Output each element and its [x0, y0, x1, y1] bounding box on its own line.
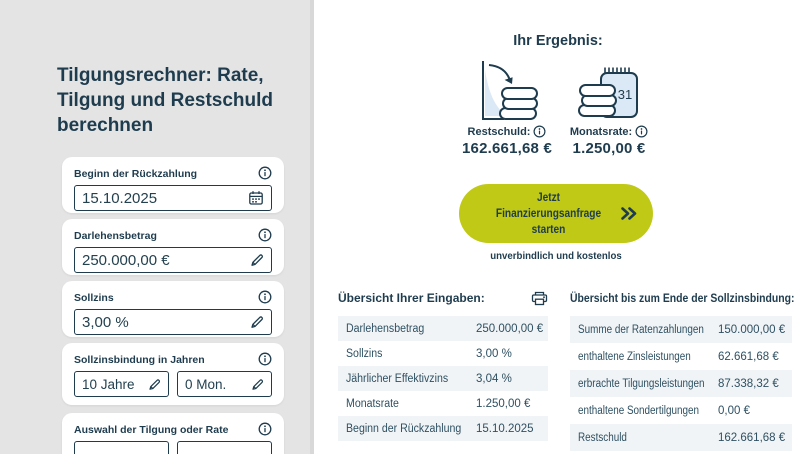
table-row: Summe der Ratenzahlungen 150.000,00 €: [570, 316, 792, 343]
field-card-darlehensbetrag: [62, 219, 284, 275]
monatsrate-label-row: [552, 125, 666, 138]
info-icon[interactable]: [258, 290, 272, 304]
finanzierungsanfrage-button[interactable]: [459, 184, 653, 243]
table-row: Restschuld 162.661,68 €: [570, 424, 792, 451]
info-icon[interactable]: [258, 422, 272, 436]
coins-decline-icon: [448, 56, 566, 122]
months-value: 0 Mon.: [185, 376, 227, 392]
table-row: Beginn der Rückzahlung 15.10.2025: [338, 416, 548, 441]
table-row: Darlehensbetrag 250.000,00 €: [338, 316, 548, 341]
results-heading: Ihr Ergebnis:: [513, 33, 603, 49]
pencil-icon: [250, 315, 264, 329]
field-label: Darlehensbetrag: [74, 230, 157, 242]
double-chevron-right-icon: [620, 206, 637, 221]
info-icon[interactable]: [533, 125, 546, 138]
field-card-sollzinsbindung: [62, 343, 284, 405]
field-card-rueckzahlung: [62, 157, 284, 213]
field-card-sollzins: [62, 281, 284, 337]
interest-input[interactable]: [74, 309, 272, 335]
pencil-icon: [148, 378, 161, 391]
panel-scrollbar[interactable]: [310, 0, 314, 454]
pencil-icon: [251, 378, 264, 391]
table-sollzinsbindung-title: Übersicht bis zum Ende der Sollzinsbindung:: [570, 291, 795, 305]
print-icon[interactable]: [531, 291, 548, 306]
restschuld-value: 162.661,68 €: [462, 140, 552, 157]
info-icon[interactable]: [258, 166, 272, 180]
amount-input[interactable]: [74, 247, 272, 273]
cta-note: unverbindlich und kostenlos: [490, 250, 622, 262]
tilgung-input[interactable]: [74, 441, 169, 454]
table-row: Monatsrate 1.250,00 €: [346, 397, 531, 410]
calendar-icon[interactable]: [248, 190, 264, 206]
result-restschuld: [448, 56, 566, 157]
date-value: 15.10.2025: [82, 189, 158, 207]
field-label: Beginn der Rückzahlung: [74, 168, 198, 180]
pencil-icon: [250, 253, 264, 267]
restschuld-label-row: [448, 125, 566, 138]
field-label: Sollzinsbindung in Jahren: [74, 354, 205, 366]
rate-input[interactable]: [177, 441, 272, 454]
page-title: Tilgungsrechner: Rate, Tilgung und Restschuld berechnen: [57, 64, 274, 136]
years-input[interactable]: [74, 371, 169, 397]
table-eingaben: [338, 289, 548, 441]
field-label: Sollzins: [74, 292, 114, 304]
amount-value: 250.000,00 €: [82, 251, 170, 269]
result-monatsrate: [552, 56, 666, 157]
table-row: enthaltene Zinsleistungen 62.661,68 €: [578, 350, 779, 363]
monatsrate-value: 1.250,00 €: [572, 140, 646, 157]
table-eingaben-title: Übersicht Ihrer Eingaben:: [338, 291, 485, 305]
field-card-tilgung-rate: [62, 413, 284, 454]
cta-line1: Jetzt Finanzierungsanfrage: [495, 191, 602, 220]
svg-text:31: 31: [617, 87, 633, 102]
table-row: Sollzins 3,00 %: [346, 347, 512, 360]
table-row: erbrachte Tilgungsleistungen 87.338,32 €: [570, 370, 792, 397]
months-input[interactable]: [177, 371, 272, 397]
date-input[interactable]: [74, 185, 272, 211]
info-icon[interactable]: [258, 352, 272, 366]
table-row: enthaltene Sondertilgungen 0,00 €: [578, 404, 750, 417]
cta-label: [486, 190, 612, 238]
years-value: 10 Jahre: [82, 376, 135, 392]
coins-calendar-icon: [552, 56, 666, 122]
table-row: Jährlicher Effektivzins 3,04 %: [338, 366, 548, 391]
interest-value: 3,00 %: [82, 313, 129, 331]
restschuld-label: Restschuld:: [467, 125, 531, 138]
info-icon[interactable]: [258, 228, 272, 242]
table-sollzinsbindung: [570, 289, 795, 451]
cta-line2: starten: [531, 223, 566, 236]
info-icon[interactable]: [635, 125, 648, 138]
field-label: Auswahl der Tilgung oder Rate: [74, 424, 229, 436]
monatsrate-label: Monatsrate:: [569, 125, 633, 138]
